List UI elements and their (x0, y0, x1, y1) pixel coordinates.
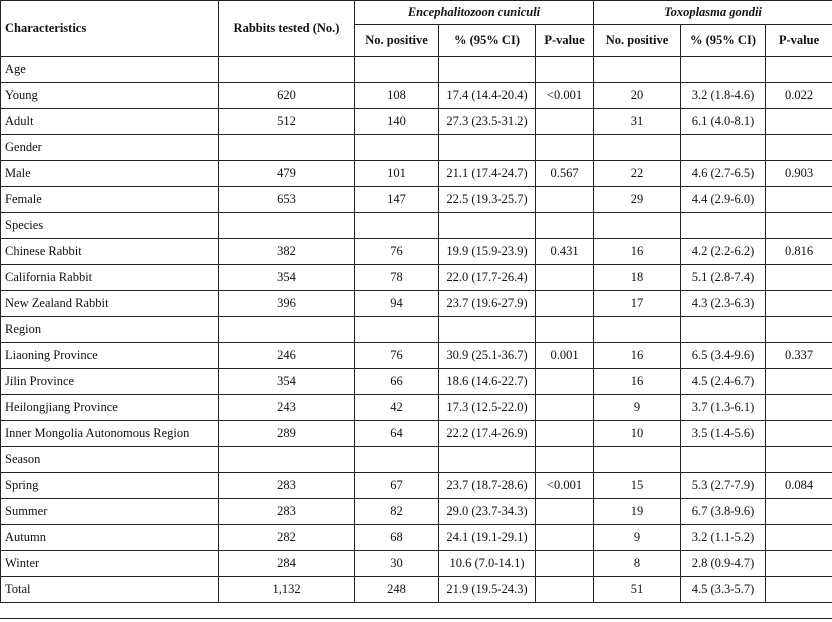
table-row (1, 109, 832, 135)
cell-tg-no-positive (594, 57, 681, 83)
cell-ec-p-value: <0.001 (536, 473, 594, 499)
cell-ec-no-positive: 101 (355, 161, 439, 187)
cell-ec-percent-ci: 24.1 (19.1-29.1) (439, 525, 536, 551)
cell-rabbits-tested: 284 (219, 551, 355, 577)
table-row (1, 421, 832, 447)
cell-ec-percent-ci: 19.9 (15.9-23.9) (439, 239, 536, 265)
cell-ec-percent-ci (439, 135, 536, 161)
cell-tg-no-positive: 22 (594, 161, 681, 187)
bottom-rule (0, 618, 832, 619)
cell-characteristic: Male (1, 161, 219, 187)
cell-tg-p-value: 0.816 (766, 239, 832, 265)
cell-characteristic: Inner Mongolia Autonomous Region (1, 421, 219, 447)
cell-rabbits-tested: 283 (219, 499, 355, 525)
cell-rabbits-tested: 620 (219, 83, 355, 109)
cell-ec-no-positive: 67 (355, 473, 439, 499)
cell-tg-percent-ci: 5.1 (2.8-7.4) (681, 265, 766, 291)
cell-ec-no-positive (355, 447, 439, 473)
cell-ec-no-positive: 108 (355, 83, 439, 109)
cell-rabbits-tested: 354 (219, 369, 355, 395)
cell-tg-percent-ci: 6.5 (3.4-9.6) (681, 343, 766, 369)
table-body (1, 57, 832, 603)
header-group-encephalitozoon: Encephalitozoon cuniculi (355, 1, 594, 25)
cell-ec-no-positive: 248 (355, 577, 439, 603)
cell-tg-p-value: 0.022 (766, 83, 832, 109)
cell-ec-no-positive: 68 (355, 525, 439, 551)
cell-rabbits-tested: 243 (219, 395, 355, 421)
cell-tg-percent-ci: 3.2 (1.1-5.2) (681, 525, 766, 551)
cell-tg-no-positive (594, 447, 681, 473)
cell-tg-no-positive: 10 (594, 421, 681, 447)
cell-tg-percent-ci (681, 57, 766, 83)
cell-tg-no-positive: 16 (594, 369, 681, 395)
cell-rabbits-tested: 512 (219, 109, 355, 135)
cell-characteristic: Summer (1, 499, 219, 525)
cell-tg-p-value (766, 421, 832, 447)
cell-ec-no-positive (355, 57, 439, 83)
cell-ec-percent-ci: 30.9 (25.1-36.7) (439, 343, 536, 369)
cell-tg-percent-ci: 5.3 (2.7-7.9) (681, 473, 766, 499)
header-row-groups (1, 1, 832, 25)
cell-ec-percent-ci: 17.4 (14.4-20.4) (439, 83, 536, 109)
header-rabbits-tested: Rabbits tested (No.) (219, 1, 355, 57)
cell-tg-percent-ci: 4.5 (2.4-6.7) (681, 369, 766, 395)
cell-rabbits-tested: 289 (219, 421, 355, 447)
table-row (1, 161, 832, 187)
cell-characteristic: Season (1, 447, 219, 473)
cell-characteristic: New Zealand Rabbit (1, 291, 219, 317)
header-percent-ci: % (95% CI) (681, 25, 766, 57)
cell-ec-percent-ci: 23.7 (18.7-28.6) (439, 473, 536, 499)
cell-tg-percent-ci: 2.8 (0.9-4.7) (681, 551, 766, 577)
cell-ec-no-positive: 66 (355, 369, 439, 395)
table-row (1, 83, 832, 109)
cell-tg-no-positive: 16 (594, 343, 681, 369)
table-row (1, 57, 832, 83)
cell-tg-p-value (766, 291, 832, 317)
cell-tg-percent-ci: 3.2 (1.8-4.6) (681, 83, 766, 109)
cell-ec-percent-ci: 22.5 (19.3-25.7) (439, 187, 536, 213)
cell-ec-percent-ci: 18.6 (14.6-22.7) (439, 369, 536, 395)
table-row (1, 395, 832, 421)
cell-ec-p-value: 0.567 (536, 161, 594, 187)
table-row (1, 239, 832, 265)
cell-rabbits-tested (219, 317, 355, 343)
cell-ec-no-positive (355, 213, 439, 239)
cell-rabbits-tested (219, 135, 355, 161)
cell-characteristic: California Rabbit (1, 265, 219, 291)
cell-ec-p-value (536, 447, 594, 473)
cell-ec-percent-ci: 10.6 (7.0-14.1) (439, 551, 536, 577)
table-row (1, 525, 832, 551)
cell-ec-percent-ci: 21.9 (19.5-24.3) (439, 577, 536, 603)
header-group-toxoplasma: Toxoplasma gondii (594, 1, 832, 25)
cell-characteristic: Adult (1, 109, 219, 135)
cell-tg-p-value (766, 187, 832, 213)
cell-rabbits-tested: 282 (219, 525, 355, 551)
cell-tg-p-value (766, 499, 832, 525)
cell-characteristic: Region (1, 317, 219, 343)
cell-tg-no-positive (594, 135, 681, 161)
cell-ec-no-positive: 64 (355, 421, 439, 447)
cell-tg-percent-ci: 3.5 (1.4-5.6) (681, 421, 766, 447)
cell-tg-percent-ci (681, 317, 766, 343)
cell-ec-p-value (536, 135, 594, 161)
cell-ec-percent-ci: 21.1 (17.4-24.7) (439, 161, 536, 187)
cell-tg-p-value (766, 447, 832, 473)
cell-tg-p-value: 0.084 (766, 473, 832, 499)
cell-characteristic: Gender (1, 135, 219, 161)
cell-ec-percent-ci (439, 213, 536, 239)
cell-tg-no-positive: 31 (594, 109, 681, 135)
cell-ec-percent-ci: 22.0 (17.7-26.4) (439, 265, 536, 291)
cell-rabbits-tested (219, 213, 355, 239)
cell-ec-no-positive: 94 (355, 291, 439, 317)
header-characteristics: Characteristics (1, 1, 219, 57)
table-row (1, 447, 832, 473)
cell-characteristic: Spring (1, 473, 219, 499)
cell-ec-no-positive: 76 (355, 239, 439, 265)
table-row (1, 135, 832, 161)
cell-characteristic: Liaoning Province (1, 343, 219, 369)
cell-tg-p-value (766, 317, 832, 343)
cell-ec-percent-ci: 17.3 (12.5-22.0) (439, 395, 536, 421)
cell-ec-p-value (536, 369, 594, 395)
cell-ec-percent-ci (439, 57, 536, 83)
header-p-value: P-value (766, 25, 832, 57)
cell-rabbits-tested: 354 (219, 265, 355, 291)
cell-tg-no-positive: 51 (594, 577, 681, 603)
cell-tg-no-positive: 17 (594, 291, 681, 317)
cell-rabbits-tested: 653 (219, 187, 355, 213)
cell-tg-no-positive: 8 (594, 551, 681, 577)
cell-tg-percent-ci: 6.7 (3.8-9.6) (681, 499, 766, 525)
cell-rabbits-tested: 246 (219, 343, 355, 369)
cell-tg-no-positive (594, 317, 681, 343)
cell-ec-p-value (536, 395, 594, 421)
cell-ec-p-value (536, 525, 594, 551)
table-row (1, 551, 832, 577)
cell-characteristic: Female (1, 187, 219, 213)
table-row (1, 317, 832, 343)
cell-ec-no-positive: 30 (355, 551, 439, 577)
cell-ec-percent-ci (439, 447, 536, 473)
cell-ec-p-value (536, 213, 594, 239)
cell-tg-p-value (766, 135, 832, 161)
cell-ec-no-positive (355, 317, 439, 343)
cell-rabbits-tested (219, 57, 355, 83)
cell-tg-percent-ci (681, 213, 766, 239)
header-no-positive: No. positive (355, 25, 439, 57)
cell-tg-no-positive: 16 (594, 239, 681, 265)
cell-tg-no-positive: 15 (594, 473, 681, 499)
cell-tg-p-value (766, 109, 832, 135)
cell-tg-p-value (766, 369, 832, 395)
cell-tg-percent-ci: 4.2 (2.2-6.2) (681, 239, 766, 265)
cell-ec-no-positive: 140 (355, 109, 439, 135)
cell-tg-no-positive: 9 (594, 395, 681, 421)
cell-ec-percent-ci: 22.2 (17.4-26.9) (439, 421, 536, 447)
cell-ec-p-value: <0.001 (536, 83, 594, 109)
cell-ec-percent-ci: 29.0 (23.7-34.3) (439, 499, 536, 525)
cell-tg-p-value (766, 525, 832, 551)
cell-tg-percent-ci (681, 447, 766, 473)
cell-ec-no-positive: 82 (355, 499, 439, 525)
cell-tg-percent-ci: 3.7 (1.3-6.1) (681, 395, 766, 421)
cell-characteristic: Winter (1, 551, 219, 577)
cell-ec-no-positive: 147 (355, 187, 439, 213)
header-p-value: P-value (536, 25, 594, 57)
cell-rabbits-tested: 396 (219, 291, 355, 317)
cell-tg-p-value (766, 213, 832, 239)
cell-ec-p-value: 0.431 (536, 239, 594, 265)
cell-characteristic: Total (1, 577, 219, 603)
cell-characteristic: Chinese Rabbit (1, 239, 219, 265)
cell-rabbits-tested: 283 (219, 473, 355, 499)
cell-ec-p-value (536, 57, 594, 83)
cell-tg-percent-ci: 4.6 (2.7-6.5) (681, 161, 766, 187)
cell-ec-percent-ci: 23.7 (19.6-27.9) (439, 291, 536, 317)
cell-ec-p-value (536, 265, 594, 291)
table-row (1, 343, 832, 369)
cell-ec-no-positive: 76 (355, 343, 439, 369)
table-row (1, 291, 832, 317)
cell-ec-percent-ci: 27.3 (23.5-31.2) (439, 109, 536, 135)
table-row (1, 187, 832, 213)
cell-tg-percent-ci (681, 135, 766, 161)
table-row (1, 473, 832, 499)
header-no-positive: No. positive (594, 25, 681, 57)
cell-ec-p-value (536, 317, 594, 343)
cell-tg-p-value (766, 57, 832, 83)
cell-ec-p-value (536, 291, 594, 317)
cell-ec-no-positive (355, 135, 439, 161)
cell-ec-no-positive: 42 (355, 395, 439, 421)
cell-tg-no-positive: 20 (594, 83, 681, 109)
cell-tg-p-value (766, 577, 832, 603)
cell-tg-p-value: 0.337 (766, 343, 832, 369)
cell-ec-p-value (536, 551, 594, 577)
cell-ec-p-value (536, 421, 594, 447)
cell-rabbits-tested: 479 (219, 161, 355, 187)
cell-characteristic: Age (1, 57, 219, 83)
cell-tg-percent-ci: 6.1 (4.0-8.1) (681, 109, 766, 135)
cell-ec-no-positive: 78 (355, 265, 439, 291)
table-row (1, 369, 832, 395)
cell-rabbits-tested: 382 (219, 239, 355, 265)
header-percent-ci: % (95% CI) (439, 25, 536, 57)
cell-rabbits-tested: 1,132 (219, 577, 355, 603)
cell-characteristic: Species (1, 213, 219, 239)
cell-tg-p-value (766, 265, 832, 291)
cell-characteristic: Autumn (1, 525, 219, 551)
table-row (1, 213, 832, 239)
cell-ec-p-value (536, 499, 594, 525)
cell-characteristic: Heilongjiang Province (1, 395, 219, 421)
cell-tg-no-positive: 29 (594, 187, 681, 213)
cell-rabbits-tested (219, 447, 355, 473)
cell-tg-p-value: 0.903 (766, 161, 832, 187)
cell-tg-no-positive: 18 (594, 265, 681, 291)
cell-ec-p-value: 0.001 (536, 343, 594, 369)
cell-characteristic: Young (1, 83, 219, 109)
table-row (1, 265, 832, 291)
cell-ec-p-value (536, 577, 594, 603)
cell-ec-percent-ci (439, 317, 536, 343)
table-row (1, 499, 832, 525)
cell-tg-percent-ci: 4.5 (3.3-5.7) (681, 577, 766, 603)
cell-ec-p-value (536, 109, 594, 135)
cell-tg-percent-ci: 4.4 (2.9-6.0) (681, 187, 766, 213)
table-row (1, 577, 832, 603)
cell-characteristic: Jilin Province (1, 369, 219, 395)
cell-ec-p-value (536, 187, 594, 213)
cell-tg-percent-ci: 4.3 (2.3-6.3) (681, 291, 766, 317)
cell-tg-p-value (766, 395, 832, 421)
cell-tg-no-positive: 19 (594, 499, 681, 525)
cell-tg-no-positive: 9 (594, 525, 681, 551)
cell-tg-p-value (766, 551, 832, 577)
cell-tg-no-positive (594, 213, 681, 239)
